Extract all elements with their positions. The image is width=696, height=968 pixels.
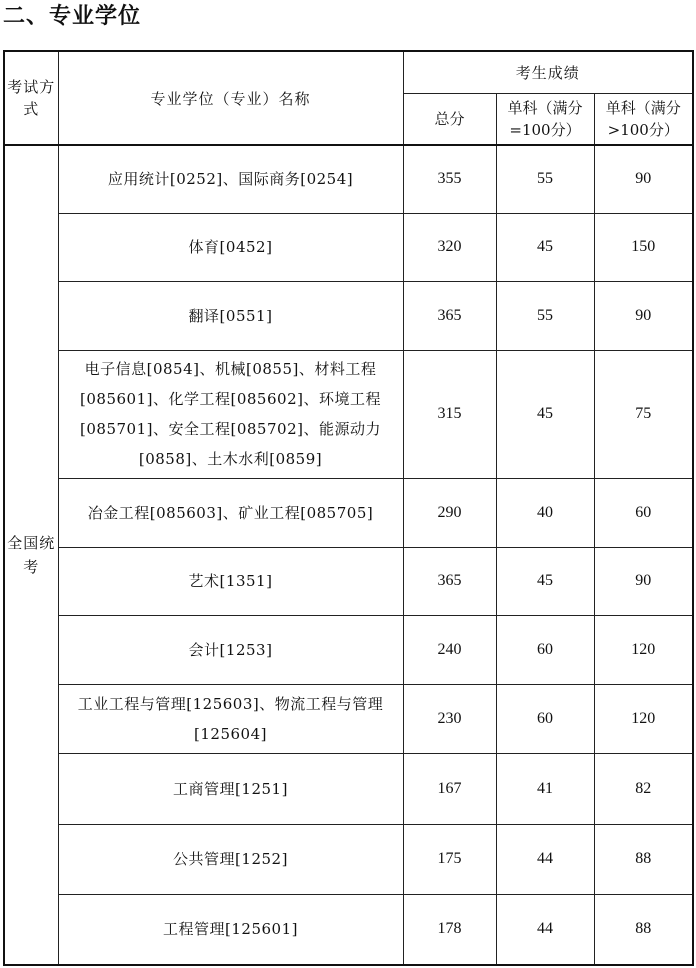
single-100-cell: 55: [496, 281, 594, 350]
header-major-name: 专业学位（专业）名称: [58, 51, 403, 145]
table-row: [4, 615, 693, 684]
total-score-cell: 365: [403, 547, 496, 615]
major-name-cell: 翻译[0551]: [58, 281, 403, 350]
single-100-cell: 44: [496, 894, 594, 965]
exam-method-cell: 全国统考: [4, 145, 58, 965]
major-name-cell: 工业工程与管理[125603]、物流工程与管理[125604]: [58, 684, 403, 753]
header-single-over-100: 单科（满分>100分）: [594, 93, 693, 145]
table-row: [4, 824, 693, 894]
header-exam-method: 考试方式: [4, 51, 58, 145]
single-100-cell: 41: [496, 753, 594, 824]
total-score-cell: 355: [403, 145, 496, 213]
total-score-cell: 178: [403, 894, 496, 965]
total-score-cell: 167: [403, 753, 496, 824]
total-score-cell: 290: [403, 478, 496, 547]
total-score-cell: 175: [403, 824, 496, 894]
single-100-cell: 45: [496, 547, 594, 615]
single-over-100-cell: 60: [594, 478, 693, 547]
single-100-cell: 44: [496, 824, 594, 894]
header-scores-group: 考生成绩: [403, 51, 693, 93]
single-over-100-cell: 120: [594, 615, 693, 684]
table-row: [4, 894, 693, 965]
single-over-100-cell: 150: [594, 213, 693, 281]
total-score-cell: 315: [403, 350, 496, 478]
single-over-100-cell: 88: [594, 824, 693, 894]
table-row: [4, 350, 693, 478]
table-row: [4, 753, 693, 824]
major-name-cell: 工商管理[1251]: [58, 753, 403, 824]
table-row: [4, 145, 693, 213]
table-row: [4, 281, 693, 350]
single-100-cell: 60: [496, 615, 594, 684]
single-100-cell: 60: [496, 684, 594, 753]
single-over-100-cell: 88: [594, 894, 693, 965]
major-name-cell: 冶金工程[085603]、矿业工程[085705]: [58, 478, 403, 547]
table-body: [4, 145, 693, 965]
single-over-100-cell: 75: [594, 350, 693, 478]
major-name-cell: 公共管理[1252]: [58, 824, 403, 894]
table-row: [4, 478, 693, 547]
table-row: [4, 213, 693, 281]
single-over-100-cell: 120: [594, 684, 693, 753]
header-total-score: 总分: [403, 93, 496, 145]
section-heading: 二、专业学位: [3, 4, 142, 29]
table-row: [4, 547, 693, 615]
major-name-cell: 会计[1253]: [58, 615, 403, 684]
total-score-cell: 365: [403, 281, 496, 350]
total-score-cell: 240: [403, 615, 496, 684]
single-100-cell: 45: [496, 350, 594, 478]
major-name-cell: 工程管理[125601]: [58, 894, 403, 965]
single-100-cell: 40: [496, 478, 594, 547]
single-over-100-cell: 82: [594, 753, 693, 824]
single-over-100-cell: 90: [594, 145, 693, 213]
single-over-100-cell: 90: [594, 281, 693, 350]
table-header: [4, 51, 693, 145]
score-table: [3, 50, 694, 966]
header-single-100: 单科（满分=100分）: [496, 93, 594, 145]
single-over-100-cell: 90: [594, 547, 693, 615]
major-name-cell: 体育[0452]: [58, 213, 403, 281]
major-name-cell: 艺术[1351]: [58, 547, 403, 615]
table-row: [4, 684, 693, 753]
total-score-cell: 320: [403, 213, 496, 281]
single-100-cell: 45: [496, 213, 594, 281]
single-100-cell: 55: [496, 145, 594, 213]
major-name-cell: 电子信息[0854]、机械[0855]、材料工程[085601]、化学工程[085602]、环境工程[085701]、安全工程[085702]、能源动力[0858]、土木水利[0859]: [58, 350, 403, 478]
major-name-cell: 应用统计[0252]、国际商务[0254]: [58, 145, 403, 213]
total-score-cell: 230: [403, 684, 496, 753]
